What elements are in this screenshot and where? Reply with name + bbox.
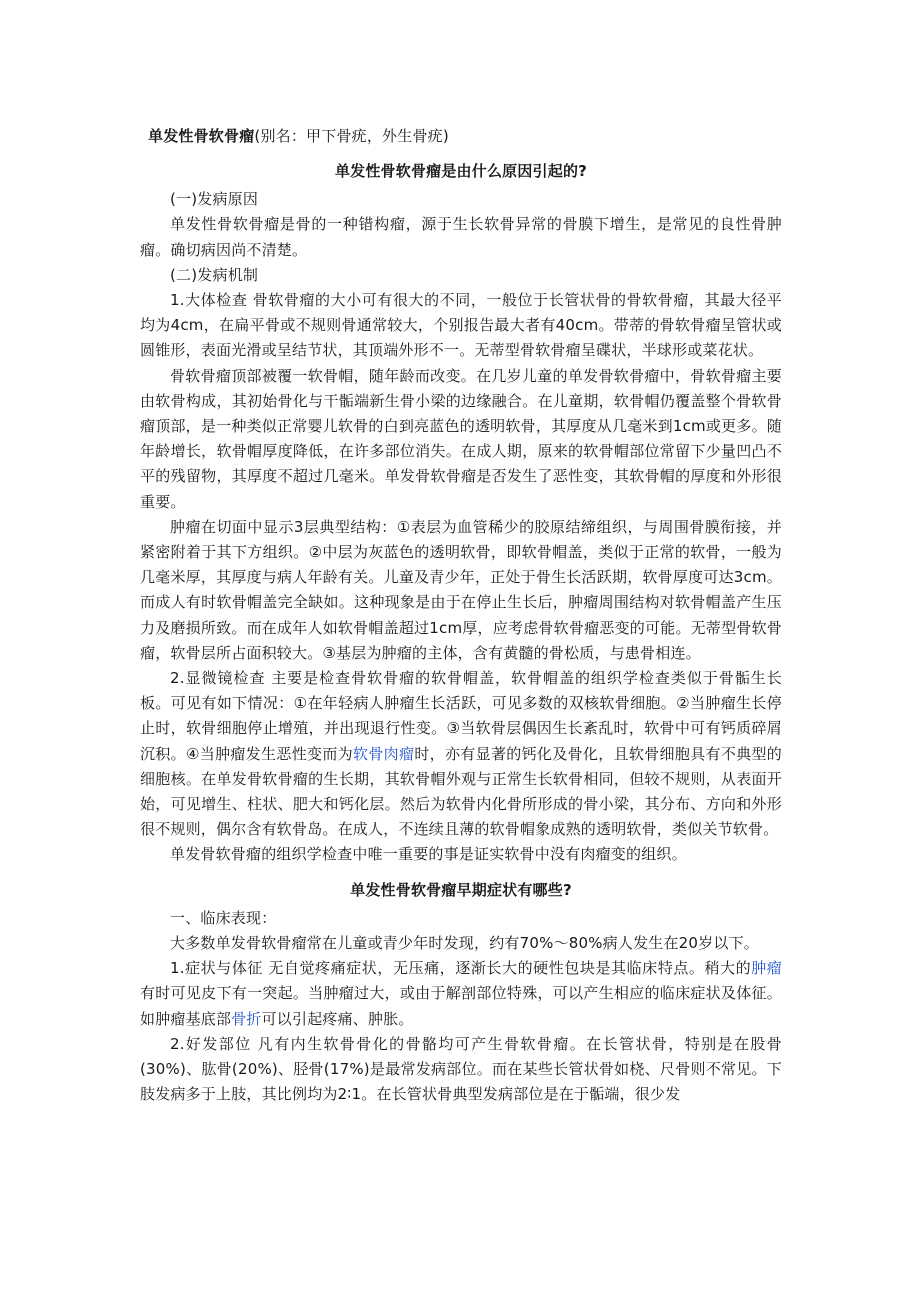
paragraph-three-layers: 肿瘤在切面中显示3层典型结构：①表层为血管稀少的胶原结缔组织，与周围骨膜衔接，并紧密附着于其下方组织。②中层为灰蓝色的透明软骨，即软骨帽盖，类似于正常的软骨，一般为几毫米厚，其厚度与病人年龄有关。儿童及青少年，正处于骨生长活跃期，软骨厚度可达3cm。而成人有时软骨帽盖完全缺如。这种现象是由于在停止生长后，肿瘤周围结构对软骨帽盖产生压力及磨损所致。而在成年人如软骨帽盖超过1cm厚，应考虑骨软骨瘤恶变的可能。无蒂型骨软骨瘤，软骨层所占面积较大。③基层为肿瘤的主体，含有黄髓的骨松质，与患骨相连。: [140, 517, 782, 662]
subheading-clinical: 一、临床表现：: [170, 908, 277, 927]
paragraph-cartilage-cap: 骨软骨瘤顶部被覆一软骨帽，随年龄而改变。在几岁儿童的单发骨软骨瘤中，骨软骨瘤主要由软骨构成，其初始骨化与干骺端新生骨小梁的边缘融合。在儿童期，软骨帽仍覆盖整个骨软骨瘤顶部，是一种类似正常婴儿软骨的白到亮蓝色的透明软骨，其厚度从几毫米到1cm或更多。随年龄增长，软骨帽厚度降低，在许多部位消失。在成人期，原来的软骨帽部位常留下少量凹凸不平的残留物，其厚度不超过几毫米。单发骨软骨瘤是否发生了恶性变，其软骨帽的厚度和外形很重要。: [140, 366, 782, 511]
gross-exam-text: 骨软骨瘤的大小可有很大的不同，一般位于长管状骨的骨软骨瘤，其最大径平均为4cm，在扁平骨或不规则骨通常较大，个别报告最大者有40cm。带蒂的骨软骨瘤呈管状或圆锥形，表面光滑或呈结节状，其顶端外形不一。无蒂型骨软骨瘤呈碟状，半球形或菜花状。: [140, 291, 782, 360]
document-title: [148, 124, 782, 149]
paragraph-age: 大多数单发骨软骨瘤常在儿童或青少年时发现，约有70%～80%病人发生在20岁以下。: [170, 933, 759, 952]
paragraph-symptoms: [140, 956, 782, 1032]
sites-text: 凡有内生软骨骨化的骨骼均可产生骨软骨瘤。在长管状骨，特别是在股骨(30%)、肱骨(20%)、胫骨(17%)是最常发病部位。而在某些长管状骨如桡、尺骨则不常见。下肢发病多于上肢，其比例均为2∶1。在长管状骨典型发病部位是在于骺端，很少发: [140, 1034, 782, 1104]
symptoms-text-b: 有时可见皮下有一突起。当肿瘤过大，或由于解剖部位特殊，可以产生相应的临床症状及体征。如肿瘤基底部: [140, 984, 782, 1028]
symptoms-text-a: 无自觉疼痛症状，无压痛，逐渐长大的硬性包块是其临床特点。稍大的: [262, 959, 752, 978]
paragraph-microscopy: [140, 666, 782, 842]
paragraph-sites: [140, 1032, 782, 1108]
link-tumor[interactable]: 肿瘤: [751, 959, 783, 978]
subheading-pathogenesis: (二)发病机制: [170, 265, 259, 284]
symptoms-label: 1.症状与体征: [170, 959, 263, 978]
section-heading-symptoms: 单发性骨软骨瘤早期症状有哪些?: [350, 880, 572, 899]
gross-exam-label: 1.大体检查: [170, 291, 248, 310]
paragraph-gross-exam: [140, 288, 782, 364]
title-alias: (别名：甲下骨疣，外生骨疣): [254, 127, 449, 145]
section-heading-causes: 单发性骨软骨瘤是由什么原因引起的?: [334, 162, 588, 181]
paragraph-etiology: 单发性骨软骨瘤是骨的一种错构瘤，源于生长软骨异常的骨膜下增生，是常见的良性骨肿瘤。确切病因尚不清楚。: [140, 215, 782, 259]
link-fracture[interactable]: 骨折: [231, 1009, 262, 1028]
subheading-etiology: (一)发病原因: [170, 190, 259, 209]
microscopy-text-a: 主要是检查骨软骨瘤的软骨帽盖，软骨帽盖的组织学检查类似于骨骺生长板。可见有如下情况：①在年轻病人肿瘤生长活跃，可见多数的双核软骨细胞。②当肿瘤生长停止时，软骨细胞停止增殖，并出现退行性变。③当软骨层偶因生长紊乱时，软骨中可有钙质碎屑沉积。④当肿瘤发生恶性变而为: [140, 669, 782, 763]
microscopy-label: 2.显微镜检查: [170, 669, 266, 688]
document-page: [140, 120, 782, 1107]
paragraph-histology-note: 单发骨软骨瘤的组织学检查中唯一重要的事是证实软骨中没有肉瘤变的组织。: [170, 845, 687, 864]
sites-label: 2.好发部位: [170, 1034, 252, 1053]
link-chondrosarcoma[interactable]: 软骨肉瘤: [353, 744, 415, 763]
symptoms-text-c: 可以引起疼痛、肿胀。: [261, 1009, 414, 1028]
microscopy-text-b: 时，亦有显著的钙化及骨化，且软骨细胞具有不典型的细胞核。在单发骨软骨瘤的生长期，其软骨帽外观与正常生长软骨相同，但较不规则，从表面开始，可见增生、柱状、肥大和钙化层。然后为软骨内化骨所形成的骨小梁，其分布、方向和外形很不规则，偶尔含有软骨岛。在成人，不连续且薄的软骨帽象成熟的透明软骨，类似关节软骨。: [140, 744, 782, 839]
title-main: 单发性骨软骨瘤: [148, 127, 255, 145]
